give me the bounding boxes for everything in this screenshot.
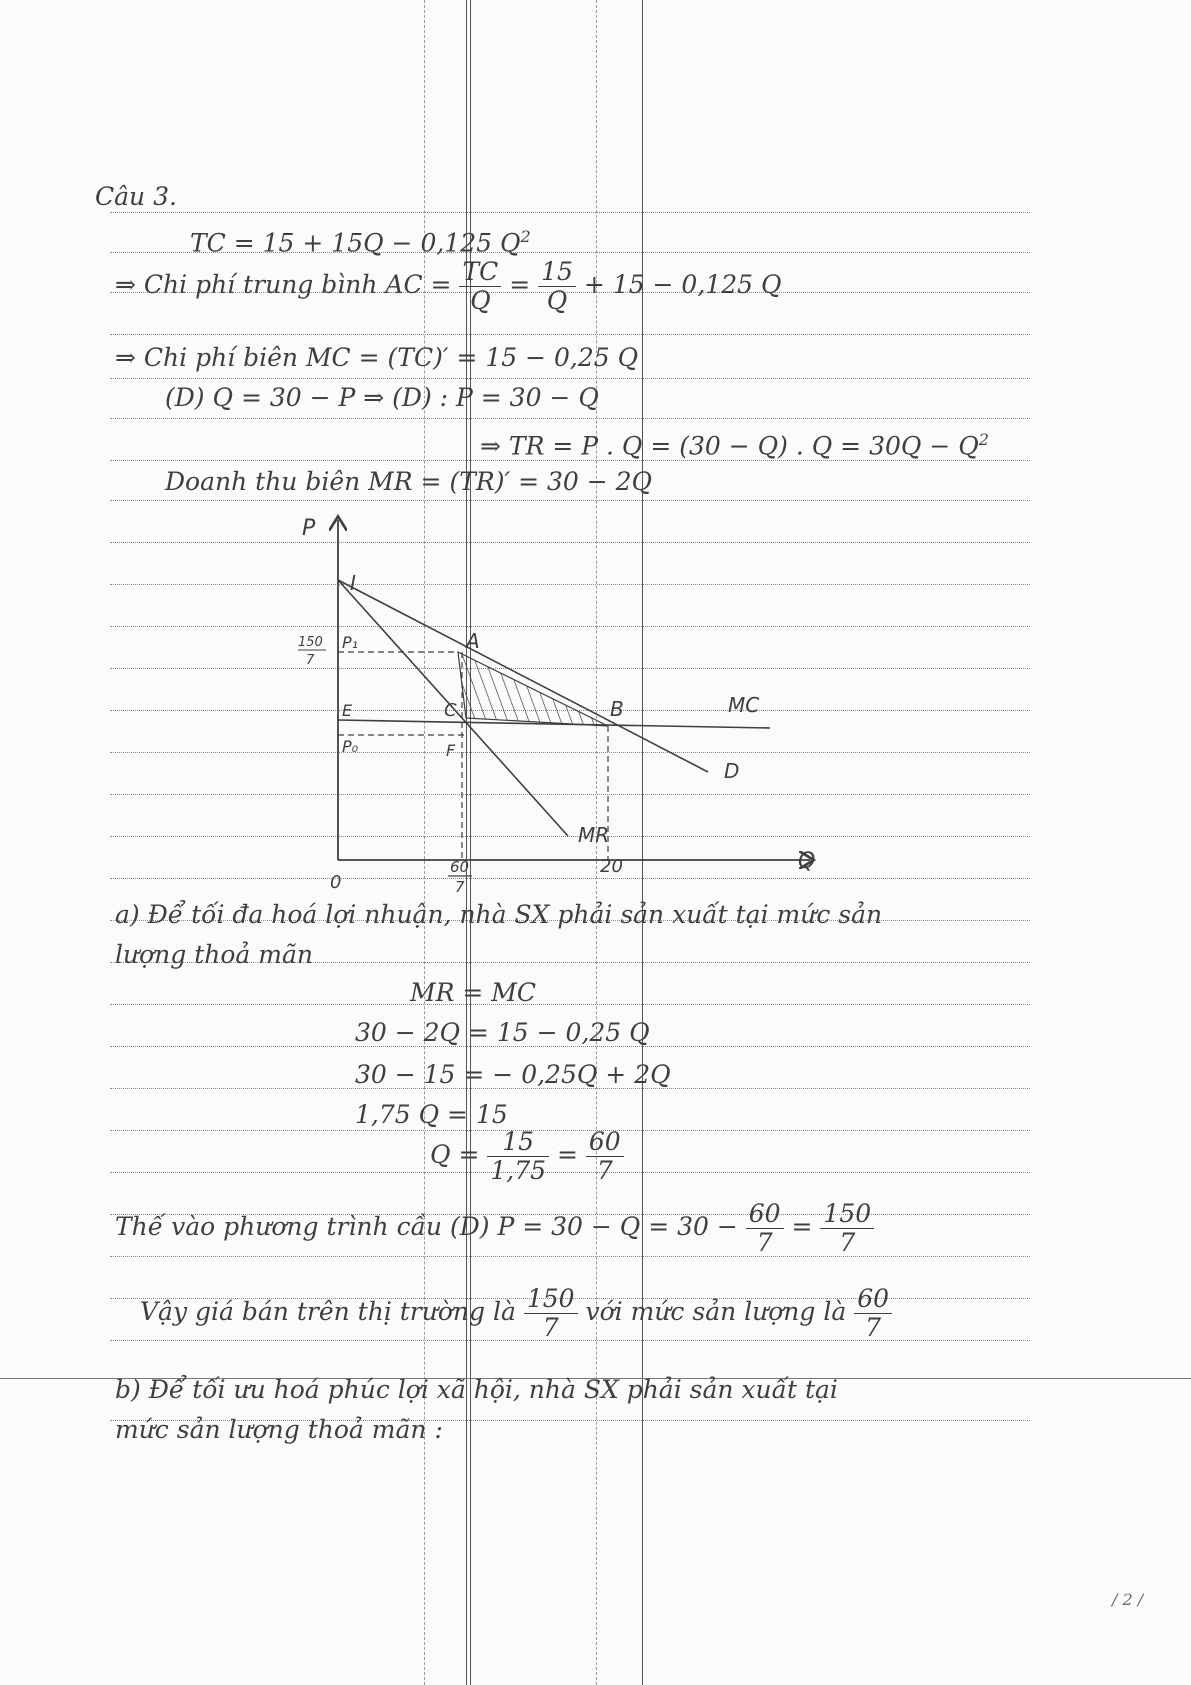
point-p1-label: P₁ <box>342 633 359 652</box>
tc-equation: TC = 15 + 15Q − 0,125 $Q^2$ <box>190 227 531 258</box>
tick-p1-num: 150 <box>298 635 323 650</box>
mc-curve-label: MC <box>728 693 760 717</box>
conclusion-line: Vậy giá bán trên thị trường là $\frac{150}{7}$ với mức sản lượng là $\frac{60}{7}$ <box>140 1285 892 1342</box>
point-e-label: E <box>342 701 353 720</box>
part-a-eq1: MR = MC <box>410 978 536 1007</box>
origin-label: 0 <box>330 872 342 893</box>
mr-equation: Doanh thu biên MR = (TR)′ = 30 − 2Q <box>165 467 653 496</box>
mc-equation: ⇒ Chi phí biên MC = (TC)′ = 15 − 0,25 Q <box>115 343 639 372</box>
tick-p1-den: 7 <box>306 653 315 668</box>
axis-label-q: Q <box>798 849 816 874</box>
fraction-150-over-7: $\frac{150}{7}$ <box>524 1285 578 1342</box>
fraction-60-over-7: $\frac{60}{7}$ <box>854 1285 892 1342</box>
ac-fraction-tc-q: $\frac{TC}{Q}$ <box>459 258 501 315</box>
point-a-label: A <box>466 629 480 653</box>
point-c-label: C <box>444 700 457 721</box>
heading: Câu 3. <box>95 182 177 211</box>
fraction-150-over-7: $\frac{150}{7}$ <box>820 1200 874 1257</box>
tr-equation: ⇒ TR = P . Q = (30 − Q) . $Q = 30Q - Q^2$ <box>480 430 989 461</box>
tick-q1-num: 60 <box>450 858 470 876</box>
page-number: / 2 / <box>1112 1590 1144 1609</box>
part-a-intro-1: a) Để tối đa hoá lợi nhuận, nhà SX phải sản xuất tại mức sản <box>115 900 883 929</box>
fraction-15-over-1-75: $\frac{15}{1,75}$ <box>487 1128 549 1185</box>
part-a-eq5: Q = $\frac{15}{1,75}$ = $\frac{60}{7}$ <box>430 1128 624 1185</box>
ac-equation: ⇒ Chi phí trung bình AC = $\frac{TC}{Q}$ = $\frac{15}{Q}$ + 15 − 0,125 Q <box>115 257 782 315</box>
mr-curve-label: MR <box>578 823 610 847</box>
point-b-label: B <box>610 697 624 721</box>
demand-curve-label: D <box>724 759 740 783</box>
deadweight-loss-area <box>458 652 608 726</box>
demand-equation: (D) Q = 30 − P ⇒ (D) : P = 30 − Q <box>165 383 599 412</box>
point-f-label: F <box>446 741 456 760</box>
tick-q2-label: 20 <box>600 856 623 877</box>
fraction-60-over-7: $\frac{60}{7}$ <box>746 1200 784 1257</box>
part-a-eq2: 30 − 2Q = 15 − 0,25 Q <box>355 1018 650 1047</box>
part-b-intro-1: b) Để tối ưu hoá phúc lợi xã hội, nhà SX phải sản xuất tại <box>115 1375 838 1404</box>
point-p0-label: P₀ <box>342 737 359 756</box>
tick-q1-den: 7 <box>455 878 465 896</box>
part-a-eq3: 30 − 15 = − 0,25Q + 2Q <box>355 1060 671 1089</box>
part-a-intro-2: lượng thoả mãn <box>115 940 313 969</box>
part-a-eq4: 1,75 Q = 15 <box>355 1100 508 1129</box>
part-b-intro-2: mức sản lượng thoả mãn : <box>115 1415 443 1444</box>
axis-label-p: P <box>302 516 316 541</box>
point-i-label: I <box>350 571 356 595</box>
fraction-60-over-7: $\frac{60}{7}$ <box>586 1128 624 1185</box>
substitution-line: Thế vào phương trình cầu (D) P = 30 − Q = 30 − $\frac{60}{7}$ = $\frac{150}{7}$ <box>115 1200 874 1257</box>
demand-curve <box>338 580 708 772</box>
ac-fraction-15-q: $\frac{15}{Q}$ <box>538 258 576 315</box>
